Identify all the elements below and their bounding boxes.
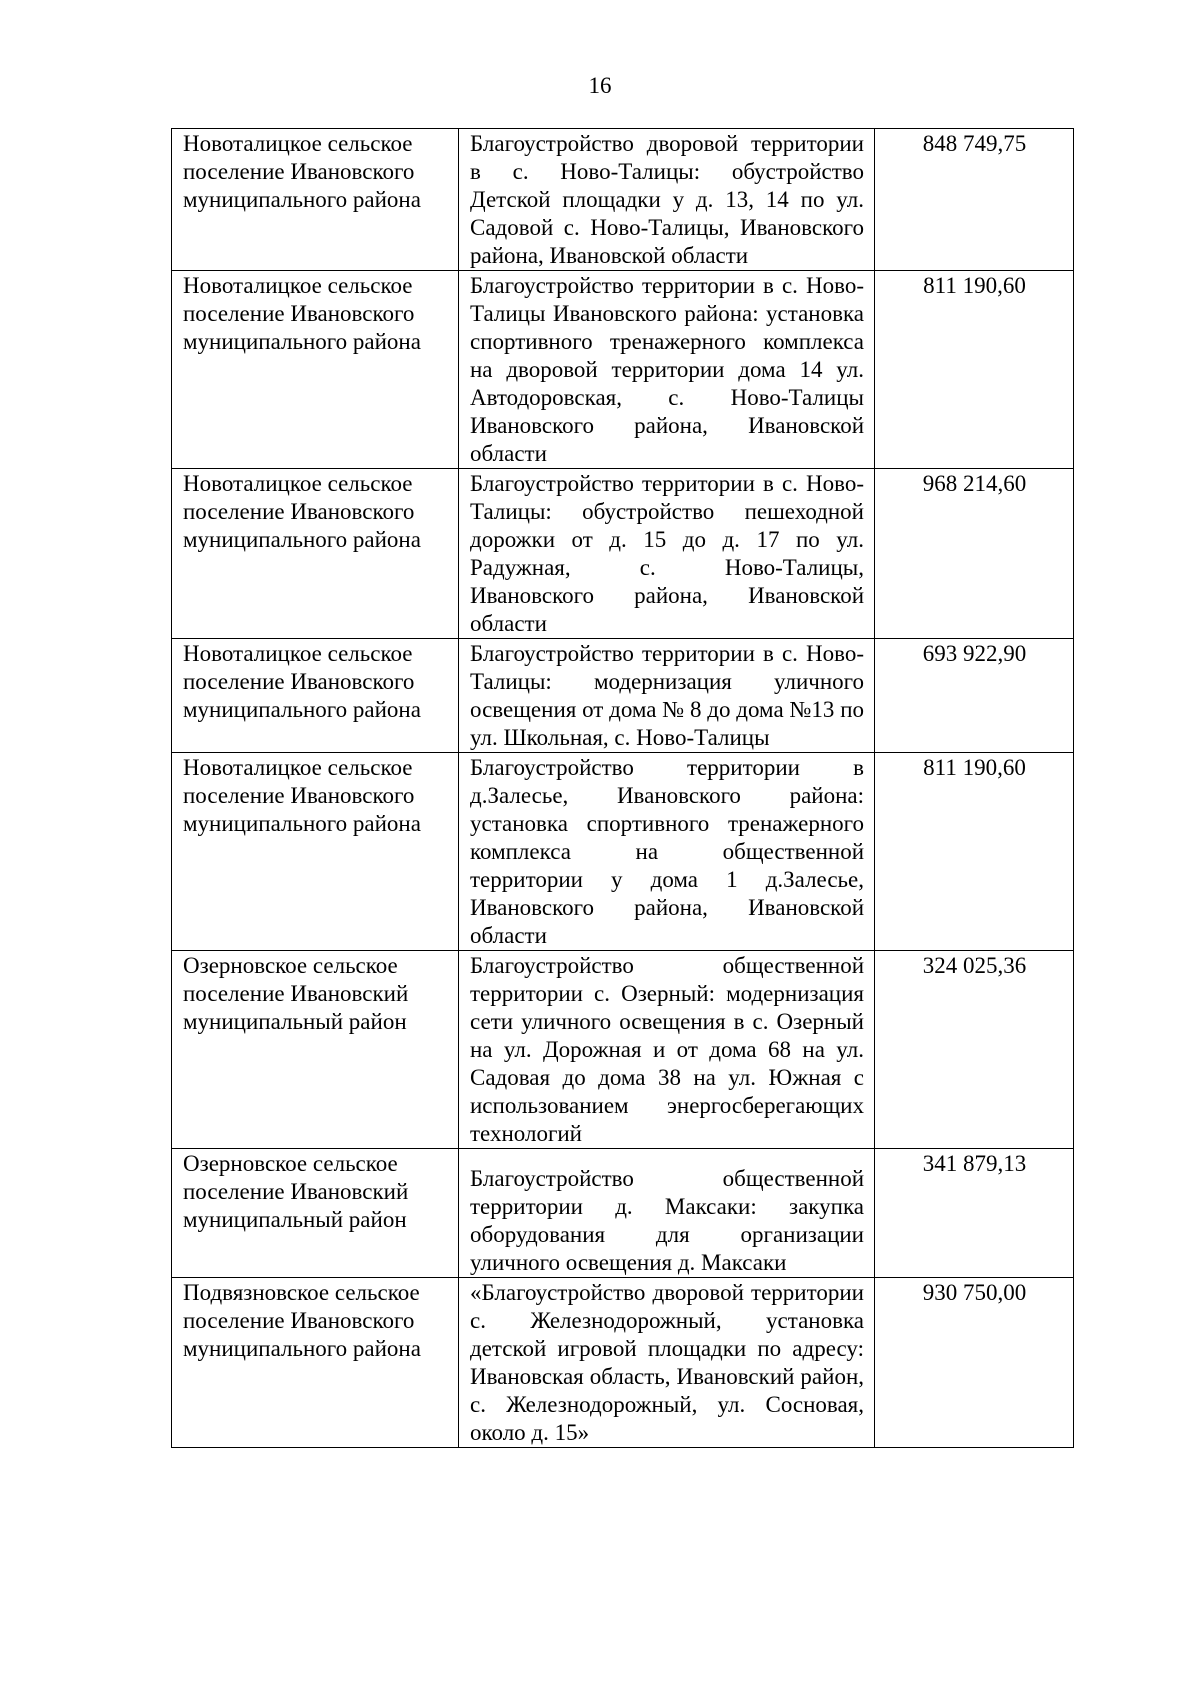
table-row [172,951,1074,1149]
recipient-cell: Новоталицкое сельское поселение Ивановского муниципального района [172,271,459,469]
project-cell: Благоустройство дворовой территории в с. Ново-Талицы: обустройство Детской площадки у д. 13, 14 по ул. Садовой с. Ново-Талицы, Ивановского района, Ивановской области [459,129,875,271]
table-row [172,639,1074,753]
amount-cell: 811 190,60 [875,753,1074,951]
grant-table [171,128,1074,1448]
page-number: 16 [588,73,612,98]
recipient-cell: Озерновское сельское поселение Ивановский муниципальный район [172,1149,459,1278]
table-row [172,1149,1074,1278]
recipient-cell: Новоталицкое сельское поселение Ивановского муниципального района [172,639,459,753]
recipient-cell: Новоталицкое сельское поселение Ивановского муниципального района [172,129,459,271]
recipient-cell: Озерновское сельское поселение Ивановский муниципальный район [172,951,459,1149]
project-cell: Благоустройство территории в д.Залесье, Ивановского района: установка спортивного тренажерного комплекса на общественной территории у дома 1 д.Залесье, Ивановского района, Ивановской области [459,753,875,951]
table-row [172,129,1074,271]
table-row [172,469,1074,639]
project-cell: Благоустройство территории в с. Ново-Талицы Ивановского района: установка спортивного тренажерного комплекса на дворовой территории дома 14 ул. Автодоровская, с. Ново-Талицы Ивановского района, Ивановской области [459,271,875,469]
recipient-cell: Новоталицкое сельское поселение Ивановского муниципального района [172,469,459,639]
amount-cell: 341 879,13 [875,1149,1074,1278]
recipient-cell: Новоталицкое сельское поселение Ивановского муниципального района [172,753,459,951]
amount-cell: 930 750,00 [875,1278,1074,1448]
project-cell: «Благоустройство дворовой территории с. Железнодорожный, установка детской игровой площадки по адресу: Ивановская область, Ивановский район, с. Железнодорожный, ул. Сосновая, около д. 15» [459,1278,875,1448]
table-row [172,753,1074,951]
amount-cell: 848 749,75 [875,129,1074,271]
project-cell: Благоустройство территории в с. Ново-Талицы: модернизация уличного освещения от дома № 8 до дома №13 по ул. Школьная, с. Ново-Талицы [459,639,875,753]
amount-cell: 693 922,90 [875,639,1074,753]
project-cell: Благоустройство территории в с. Ново-Талицы: обустройство пешеходной дорожки от д. 15 до д. 17 по ул. Радужная, с. Ново-Талицы, Ивановского района, Ивановской области [459,469,875,639]
amount-cell: 968 214,60 [875,469,1074,639]
amount-cell: 324 025,36 [875,951,1074,1149]
table-row [172,271,1074,469]
table-row [172,1278,1074,1448]
recipient-cell: Подвязновское сельское поселение Ивановского муниципального района [172,1278,459,1448]
project-cell: Благоустройство общественной территории д. Максаки: закупка оборудования для организации уличного освещения д. Максаки [459,1149,875,1278]
amount-cell: 811 190,60 [875,271,1074,469]
project-cell: Благоустройство общественной территории с. Озерный: модернизация сети уличного освещения в с. Озерный на ул. Дорожная и от дома 68 на ул. Садовая до дома 38 на ул. Южная с использованием энергосберегающих технологий [459,951,875,1149]
